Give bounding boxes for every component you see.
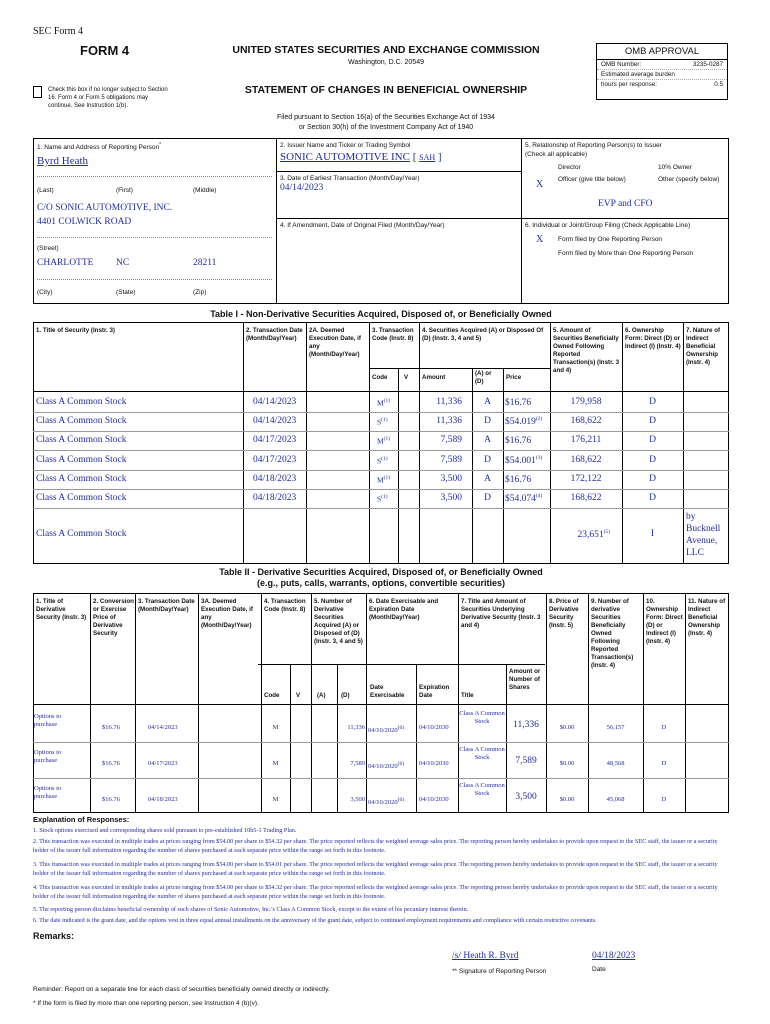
t1-row-date: 04/18/2023 (253, 493, 297, 503)
footnote-ref: (2) (535, 416, 543, 422)
box3-label: 3. Date of Earliest Transaction (Month/Day/Year) (280, 175, 420, 182)
agency-name: UNITED STATES SECURITIES AND EXCHANGE COMMISSION (232, 44, 540, 56)
t1-row-owned: 168,622 (570, 455, 602, 465)
checkbox-text: Check this box if no longer subject to Section 16. Form 4 or Form 5 obligations may continue. See Instruction 1(b). (48, 87, 168, 109)
t2-row-code: M (272, 724, 279, 731)
t2-row-owned: 48,568 (606, 760, 625, 767)
t2-row-underlying-title: Class A Common Stock (459, 746, 505, 761)
t2-row-exercisable: 04/10/2020$^{(6)}$ (368, 761, 405, 771)
footnote-ref: (1) (383, 436, 391, 442)
remarks-label: Remarks: (33, 931, 75, 941)
signature-label: ** Signature of Reporting Person (452, 968, 547, 975)
footnote-ref: (6) (397, 797, 405, 803)
signature-date: 04/18/2023 (592, 951, 636, 961)
row-divider (33, 778, 729, 779)
t1-row-date: 04/14/2023 (253, 416, 297, 426)
t1-sub-code: Code (372, 374, 388, 381)
box4-label: 4. If Amendment, Date of Original Filed (Month/Day/Year) (280, 222, 445, 229)
table2-title (33, 567, 729, 589)
t2-row-derivative-price: $0.00 (559, 724, 575, 731)
other-label: Other (specify below) (658, 176, 720, 183)
t1-col5-header: 5. Amount of Securities Beneficially Owned Following Reported Transaction(s) (Instr. 3 and 4) (553, 327, 620, 374)
t2-row-date: 04/17/2023 (148, 760, 178, 767)
street-label: (Street) (37, 245, 59, 252)
t1-row-form: D (649, 416, 656, 426)
t1-row-code: $S^{(1)}$ (377, 494, 388, 504)
zip-label: (Zip) (193, 289, 207, 296)
t1-row-code: $M^{(1)}$ (377, 475, 391, 485)
form-title: FORM 4 (80, 43, 130, 58)
omb-approval-box (596, 43, 728, 100)
t1-row-owned: 172,122 (570, 474, 602, 484)
t1-row-owned: 168,622 (570, 416, 602, 426)
t2-row-date: 04/14/2023 (148, 724, 178, 731)
address-line2: 4401 COLWICK ROAD (37, 217, 132, 227)
footnote-ref: (5) (603, 529, 610, 535)
reporting-person-name[interactable]: Byrd Heath (37, 155, 89, 167)
footnote-ref: (3) (535, 455, 543, 461)
filed-pursuant-line2: or Section 30(h) of the Investment Company Act of 1940 (298, 124, 474, 131)
more-persons-label: Form filed by More than One Reporting Person (558, 250, 694, 257)
t2-row-date: 04/18/2023 (148, 796, 178, 803)
director-label: Director (558, 164, 581, 171)
filed-pursuant-line1: Filed pursuant to Section 16(a) of the Securities Exchange Act of 1934 (277, 114, 495, 121)
t1-row-form: D (649, 493, 656, 503)
t1-row-price: $16.76 (505, 475, 532, 486)
ten-percent-owner-label: 10% Owner (658, 164, 692, 171)
explanation-item: 4. This transaction was executed in multiple trades at prices ranging from $54.00 per share to $54.32 per share. The price reported reflects the weighted average sales price. The reporting person hereby undertakes to provide upon request to the SEC staff, the issuer or a security holder of the issuer full information regarding the number of shares purchased at each separate price within the range set forth in this footnote. (33, 884, 718, 900)
officer-check-mark[interactable]: X (536, 179, 544, 190)
t1-row-owned: 168,622 (570, 493, 602, 503)
explanation-title: Explanation of Responses: (33, 815, 130, 824)
t2-row-underlying-amount: 7,589 (515, 756, 537, 766)
t1-sub-amount: Amount (422, 374, 446, 381)
t1-row-title: Class A Common Stock (36, 397, 127, 407)
t2-sub-code: Code (264, 692, 280, 699)
footnote-ref: (1) (383, 398, 391, 404)
t1-col6-header: 6. Ownership Form: Direct (D) or Indirect (I) (Instr. 4) (625, 327, 681, 350)
t1-col3-header: 3. Transaction Code (Instr. 8) (372, 327, 414, 342)
officer-title: EVP and CFO (598, 199, 653, 209)
row-divider (33, 450, 729, 451)
t1-row-form: D (649, 397, 656, 407)
t2-row-exercisable: 04/10/2020$^{(6)}$ (368, 725, 405, 735)
one-person-check-mark[interactable]: X (536, 234, 544, 245)
t2-col6-header: 6. Date Exercisable and Expiration Date (Month/Day/Year) (369, 598, 439, 621)
t1-last-row-owned: 23,651$^{(5)}$ (577, 529, 610, 541)
reminder-text: Reminder: Report on a separate line for each class of securities beneficially owned directly or indirectly. (33, 986, 330, 993)
box5-label1: 5. Relationship of Reporting Person(s) to Issuer (525, 142, 662, 149)
t2-row-price: $16.76 (102, 796, 120, 803)
t1-last-row-nature: by Bucknell Avenue, LLC (686, 512, 721, 558)
explanation-item: 3. This transaction was executed in multiple trades at prices ranging from $54.00 per share to $54.01 per share. The price reported reflects the weighted average sales price. The reporting person hereby undertakes to provide upon request to the SEC staff, the issuer or a security holder of the issuer full information regarding the number of shares purchased at each separate price within the range set forth in this footnote. (33, 861, 718, 877)
first-label: (First) (116, 187, 133, 194)
t2-col3-header: 3. Transaction Date (Month/Day/Year) (138, 598, 195, 613)
t1-col2a-header: 2A. Deemed Execution Date, if any (Month/Day/Year) (309, 327, 361, 358)
explanation-item: 1. Stock options exercised and corresponding shares sold pursuant to pre-established 10b5-1 Trading Plan. (33, 827, 297, 834)
t1-row-amount: 11,336 (436, 397, 462, 407)
t2-sub-title: Title (461, 692, 474, 699)
t1-col1-header: 1. Title of Security (Instr. 3) (36, 327, 115, 334)
t1-row-amount: 3,500 (440, 474, 462, 484)
t1-row-code: $S^{(1)}$ (377, 417, 388, 427)
t1-row-price: $54.074$^{(4)}$ (505, 493, 543, 505)
t2-col10-header: 10. Ownership Form: Direct (D) or Indirect (I) (Instr. 4) (646, 598, 683, 645)
t2-col11-header: 11. Nature of Indirect Beneficial Ownership (Instr. 4) (688, 598, 726, 637)
row-divider (33, 412, 729, 413)
no-longer-subject-checkbox[interactable] (33, 86, 42, 98)
t1-row-date: 04/18/2023 (253, 474, 297, 484)
table1-title: Table I - Non-Derivative Securities Acquired, Disposed of, or Beneficially Owned (210, 309, 552, 319)
box6-label: 6. Individual or Joint/Group Filing (Check Applicable Line) (525, 222, 691, 229)
state-label: (State) (116, 289, 136, 296)
t2-row-code: M (272, 760, 279, 767)
t1-row-form: D (649, 474, 656, 484)
t2-row-underlying-amount: 11,336 (513, 720, 539, 730)
t2-row-expiration: 04/10/2030 (419, 760, 449, 767)
footnote-ref: (1) (381, 494, 388, 500)
footnote-star-text: * If the form is filed by more than one reporting person, see Instruction 4 (b)(v). (33, 1000, 259, 1007)
t1-col4-header: 4. Securities Acquired (A) or Disposed Of (D) (Instr. 3, 4 and 5) (422, 327, 544, 342)
t1-row-amount: 3,500 (440, 493, 462, 503)
t2-row-d: 3,500 (350, 796, 365, 803)
t1-row-price: $16.76 (505, 398, 532, 409)
t2-sub-a: (A) (317, 692, 326, 699)
row-divider (33, 470, 729, 471)
doc-header: SEC Form 4 (33, 26, 84, 37)
t2-row-underlying-amount: 3,500 (515, 792, 537, 802)
t2-sub-expiration: Expiration Date (419, 684, 450, 699)
t2-row-price: $16.76 (102, 724, 120, 731)
t1-row-title: Class A Common Stock (36, 474, 127, 484)
row-divider (33, 431, 729, 432)
footnote-ref: (1) (381, 456, 388, 462)
ticker-symbol[interactable]: SAH (419, 153, 436, 162)
t2-row-derivative-price: $0.00 (559, 760, 575, 767)
row-divider (33, 742, 729, 743)
box1-label: 1. Name and Address of Reporting Person* (37, 142, 162, 152)
t2-row-code: M (272, 796, 279, 803)
t1-row-date: 04/17/2023 (253, 435, 297, 445)
date-label: Date (592, 966, 606, 973)
footnote-ref: (1) (383, 475, 391, 481)
footnote-ref: (6) (397, 761, 405, 767)
t1-row-amount: 11,336 (436, 416, 462, 426)
t2-sub-amount: Amount or Number of Shares (509, 668, 541, 691)
t2-row-d: 7,589 (350, 760, 365, 767)
t1-row-owned: 176,211 (570, 435, 602, 445)
city: CHARLOTTE (37, 258, 94, 268)
t2-col5-header: 5. Number of Derivative Securities Acquired (A) or Disposed of (D) (Instr. 3, 4 and 5) (314, 598, 363, 645)
row-divider (33, 489, 729, 490)
explanation-item: 2. This transaction was executed in multiple trades at prices ranging from $54.00 per share to $54.32 per share. The price reported reflects the weighted average sales price. The reporting person hereby undertakes to provide upon request to the SEC staff, the issuer or a security holder of the issuer full information regarding the number of shares purchased at each separate price within the range set forth in this footnote. (33, 838, 718, 854)
last-label: (Last) (37, 187, 54, 194)
t2-col3a-header: 3A. Deemed Execution Date, if any (Month/Day/Year) (201, 598, 253, 629)
t2-row-title: Options to purchase (34, 749, 62, 764)
t2-sub-v: V (296, 692, 301, 699)
t2-row-title: Options to purchase (34, 713, 62, 728)
t1-last-row-form: I (650, 529, 655, 539)
t2-row-title: Options to purchase (34, 785, 62, 800)
signature-name: /s/ Heath R. Byrd (452, 951, 519, 961)
t2-row-form: D (661, 760, 667, 767)
t1-row-form: D (649, 455, 656, 465)
t1-row-title: Class A Common Stock (36, 416, 127, 426)
t2-row-underlying-title: Class A Common Stock (459, 782, 505, 797)
omb-number-label: OMB Number: (601, 61, 642, 68)
t1-row-date: 04/17/2023 (253, 455, 297, 465)
omb-title: OMB APPROVAL (597, 44, 727, 60)
agency-location: Washington, D.C. 20549 (347, 59, 424, 66)
footnote-ref: (1) (381, 417, 388, 423)
t1-row-ad: D (484, 493, 491, 503)
t2-row-exercisable: 04/10/2020$^{(6)}$ (368, 797, 405, 807)
table2-title-line1: Table II - Derivative Securities Acquired, Disposed of, or Beneficially Owned (219, 567, 543, 577)
t1-row-owned: 179,958 (570, 397, 602, 407)
t1-row-title: Class A Common Stock (36, 435, 127, 445)
t2-col8-header: 8. Price of Derivative Security (Instr. 5) (549, 598, 579, 629)
t1-row-code: $M^{(1)}$ (377, 436, 391, 446)
t1-row-code: $M^{(1)}$ (377, 398, 391, 408)
t1-row-price: $54.001$^{(3)}$ (505, 455, 543, 467)
t2-row-expiration: 04/10/2030 (419, 796, 449, 803)
box5-label2: (Check all applicable) (525, 151, 588, 158)
state: NC (116, 258, 130, 268)
t2-row-price: $16.76 (102, 760, 120, 767)
t1-row-title: Class A Common Stock (36, 455, 127, 465)
t2-sub-exercisable: Date Exercisable (370, 684, 405, 699)
t2-col4-header: 4. Transaction Code (Instr. 8) (264, 598, 306, 613)
t1-row-code: $S^{(1)}$ (377, 456, 388, 466)
t1-row-ad: D (484, 416, 491, 426)
t1-row-form: D (649, 435, 656, 445)
t1-row-price: $16.76 (505, 436, 532, 447)
t1-row-ad: A (484, 474, 491, 484)
footnote-ref: (4) (535, 493, 543, 499)
t1-row-title: Class A Common Stock (36, 493, 127, 503)
omb-hours-value: 0.5 (714, 81, 723, 88)
t2-row-owned: 56,157 (606, 724, 625, 731)
t2-col1-header: 1. Title of Derivative Security (Instr. 3) (36, 598, 87, 621)
t1-col7-header: 7. Nature of Indirect Beneficial Ownership (Instr. 4) (686, 327, 721, 366)
t1-row-price: $54.019$^{(2)}$ (505, 416, 543, 428)
explanation-item: 6. The date indicated is the grant date, and the options vest in three equal annual installments on the anniversary of the grant date, subject to continued employment requirements and compliance with certain restrictive covenants. (33, 917, 597, 924)
row-divider (33, 508, 729, 509)
t2-row-underlying-title: Class A Common Stock (459, 710, 505, 725)
t2-col9-header: 9. Number of derivative Securities Beneficially Owned Following Reported Transaction(s) (Instr. 4) (591, 598, 634, 669)
issuer-ticker: SONIC AUTOMOTIVE INC [ SAH ] (280, 151, 442, 163)
t1-sub-v: V (404, 374, 409, 381)
t1-sub-price: Price (506, 374, 522, 381)
t2-row-expiration: 04/10/2030 (419, 724, 449, 731)
omb-hours-label: hours per response: (601, 81, 658, 88)
omb-number-value: 3235-0287 (692, 61, 723, 68)
t1-row-ad: A (484, 397, 491, 407)
t1-row-ad: A (484, 435, 491, 445)
t2-col7-header: 7. Title and Amount of Securities Underlying Derivative Security (Instr. 3 and 4) (461, 598, 541, 629)
t2-row-form: D (661, 724, 667, 731)
t1-row-date: 04/14/2023 (253, 397, 297, 407)
t1-col2-header: 2. Transaction Date (Month/Day/Year) (246, 327, 303, 342)
one-person-label: Form filed by One Reporting Person (558, 236, 663, 243)
city-label: (City) (37, 289, 53, 296)
statement-title: STATEMENT OF CHANGES IN BENEFICIAL OWNERSHIP (244, 84, 528, 96)
issuer-name[interactable]: SONIC AUTOMOTIVE INC (280, 151, 410, 163)
table1-bottom-border (33, 563, 729, 564)
middle-label: (Middle) (193, 187, 217, 194)
t2-row-form: D (661, 796, 667, 803)
t2-row-derivative-price: $0.00 (559, 796, 575, 803)
t1-sub-ad: (A) or (D) (475, 370, 492, 385)
t2-col2-header: 2. Conversion or Exercise Price of Derivative Security (93, 598, 134, 637)
address-line1: C/O SONIC AUTOMOTIVE, INC. (37, 203, 173, 213)
t2-sub-d: (D) (341, 692, 350, 699)
officer-label: Officer (give title below) (558, 176, 626, 183)
explanation-item: 5. The reporting person disclaims beneficial ownership of such shares of Sonic Automotive, Inc.'s Class A Common Stock, except to the extent of his pecuniary interest therein. (33, 906, 469, 913)
omb-burden-label: Estimated average burden (597, 70, 727, 80)
t2-row-d: 11,336 (347, 724, 365, 731)
table2-title-line2: (e.g., puts, calls, warrants, options, convertible securities) (256, 578, 506, 588)
box2-label: 2. Issuer Name and Ticker or Trading Symbol (280, 142, 411, 149)
t1-row-amount: 7,589 (440, 455, 462, 465)
t1-last-row-title: Class A Common Stock (36, 529, 127, 539)
t1-row-amount: 7,589 (440, 435, 462, 445)
zip: 28211 (193, 258, 217, 268)
t2-row-owned: 45,068 (606, 796, 625, 803)
earliest-transaction-date: 04/14/2023 (280, 183, 324, 193)
footnote-ref: (6) (397, 725, 405, 731)
t1-row-ad: D (484, 455, 491, 465)
